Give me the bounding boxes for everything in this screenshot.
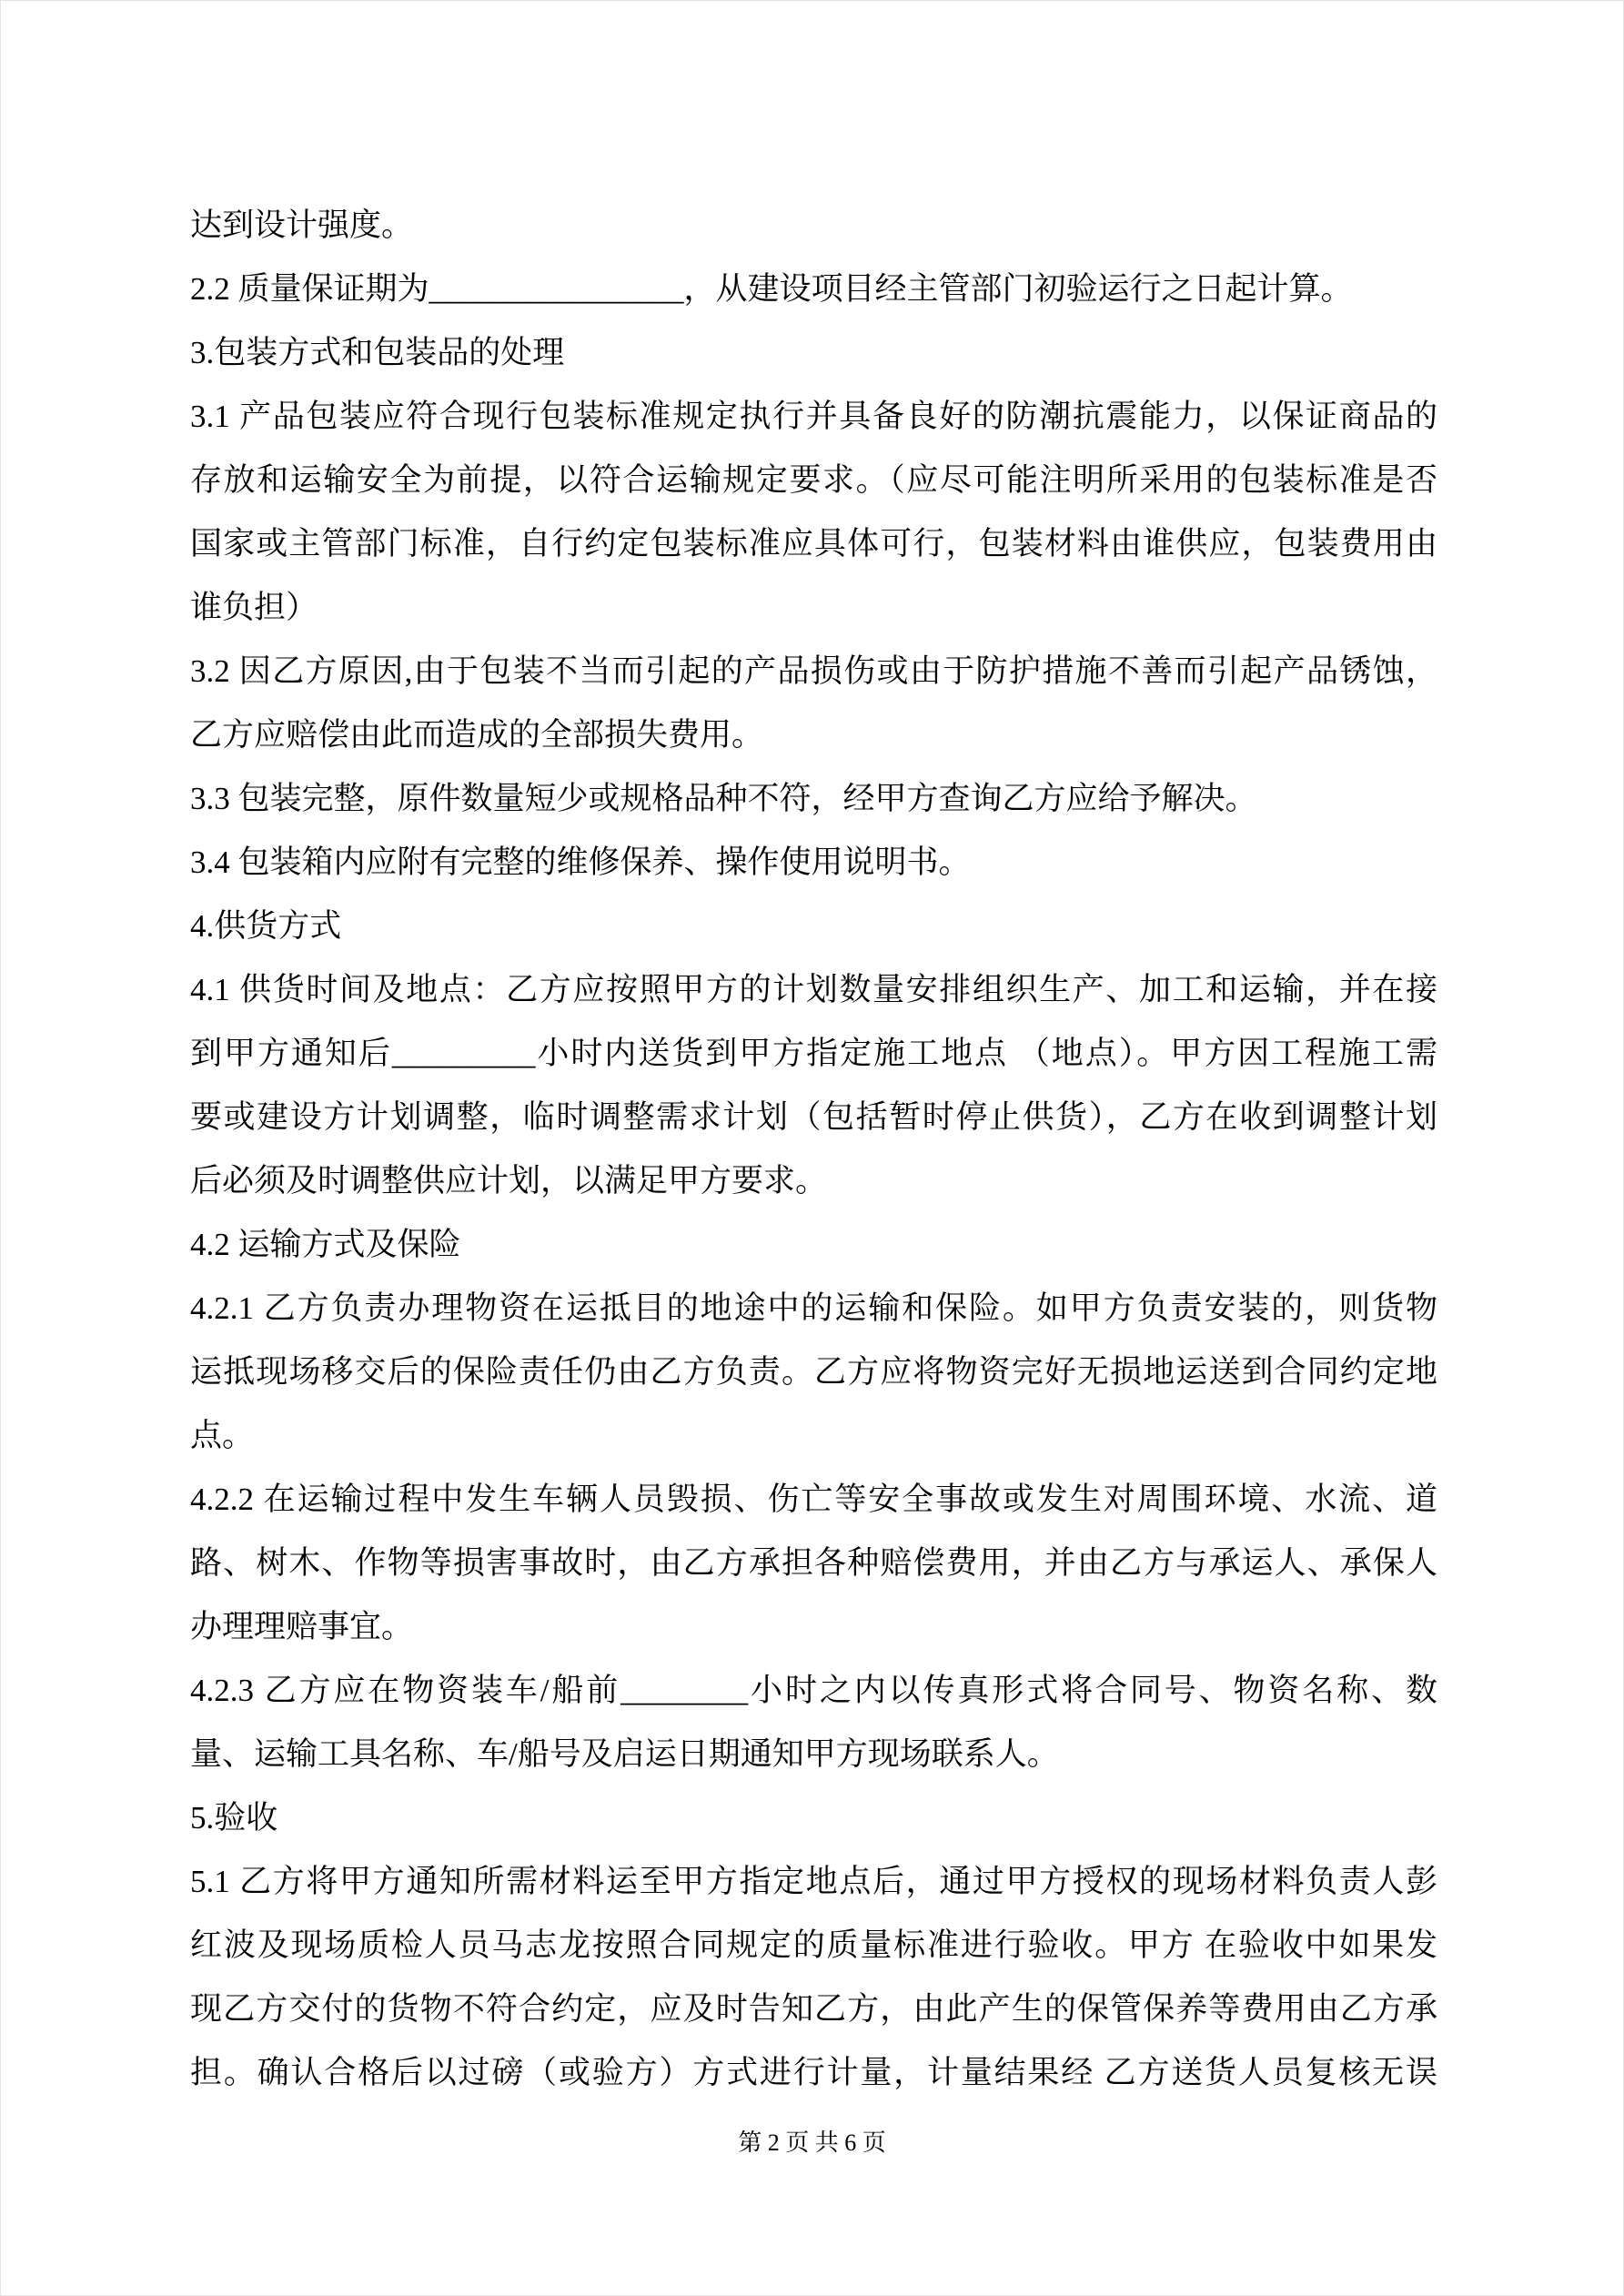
clause-4-2-2-line-3: 办理理赔事宜。: [190, 1609, 414, 1644]
heading-section-5-acceptance: 5.验收: [190, 1800, 278, 1836]
clause-4-1-line-2: 到甲方通知后_________小时内送货到甲方指定施工地点 （地点）。甲方因工程施工需: [190, 1036, 1437, 1071]
heading-clause-4-2-transport: 4.2 运输方式及保险: [190, 1227, 461, 1262]
clause-4-1-line-4: 后必须及时调整供应计划，以满足甲方要求。: [190, 1163, 828, 1199]
clause-4-2-1-line-3: 点。: [190, 1418, 255, 1453]
document-body: [190, 194, 1437, 2105]
clause-4-2-1-line-1: 4.2.1 乙方负责办理物资在运抵目的地途中的运输和保险。如甲方负责安装的，则货物: [190, 1290, 1437, 1326]
clause-4-2-3-line-2: 量、运输工具名称、车/船号及启运日期通知甲方现场联系人。: [190, 1736, 1059, 1772]
clause-3-1-line-3: 国家或主管部门标准，自行约定包装标准应具体可行，包装材料由谁供应，包装费用由: [190, 526, 1437, 561]
clause-4-2-3-line-1: 4.2.3 乙方应在物资装车/船前________小时之内以传真形式将合同号、物资名称、数: [190, 1673, 1437, 1708]
clause-4-2-1-line-2: 运抵现场移交后的保险责任仍由乙方负责。乙方应将物资完好无损地运送到合同约定地: [190, 1354, 1437, 1390]
clause-3-2-line-2: 乙方应赔偿由此而造成的全部损失费用。: [190, 717, 764, 753]
clause-4-2-2-line-2: 路、树木、作物等损害事故时，由乙方承担各种赔偿费用，并由乙方与承运人、承保人: [190, 1545, 1437, 1581]
page-number-footer: 第 2 页 共 6 页: [738, 2129, 886, 2156]
clause-5-1-line-2: 红波及现场质检人员马志龙按照合同规定的质量标准进行验收。甲方 在验收中如果发: [190, 1927, 1437, 1963]
clause-3-3: 3.3 包装完整，原件数量短少或规格品种不符，经甲方查询乙方应给予解决。: [190, 781, 1257, 816]
clause-5-1-line-4: 担。确认合格后以过磅（或验方）方式进行计量，计量结果经 乙方送货人员复核无误: [190, 2055, 1437, 2090]
clause-3-1-line-1: 3.1 产品包装应符合现行包装标准规定执行并具备良好的防潮抗震能力，以保证商品的: [190, 399, 1437, 434]
clause-3-1-line-4: 谁负担）: [190, 590, 318, 625]
clause-5-1-line-3: 现乙方交付的货物不符合约定，应及时告知乙方，由此产生的保管保养等费用由乙方承: [190, 1991, 1437, 2027]
heading-section-3-packaging: 3.包装方式和包装品的处理: [190, 335, 565, 370]
clause-2-2-warranty-period: 2.2 质量保证期为________________，从建设项目经主管部门初验运行之日起计算。: [190, 271, 1353, 307]
clause-3-1-line-2: 存放和运输安全为前提，以符合运输规定要求。（应尽可能注明所采用的包装标准是否: [190, 462, 1437, 498]
clause-3-2-line-1: 3.2 因乙方原因,由于包装不当而引起的产品损伤或由于防护措施不善而引起产品锈蚀，: [190, 653, 1437, 689]
heading-section-4-supply: 4.供货方式: [190, 908, 342, 944]
clause-4-1-line-3: 要或建设方计划调整，临时调整需求计划（包括暂时停止供货），乙方在收到调整计划: [190, 1099, 1437, 1135]
clause-5-1-line-1: 5.1 乙方将甲方通知所需材料运至甲方指定地点后，通过甲方授权的现场材料负责人彭: [190, 1864, 1437, 1899]
paragraph-continuation-line: 达到设计强度。: [190, 207, 414, 243]
clause-4-2-2-line-1: 4.2.2 在运输过程中发生车辆人员毁损、伤亡等安全事故或发生对周围环境、水流、道: [190, 1482, 1437, 1517]
clause-3-4: 3.4 包装箱内应附有完整的维修保养、操作使用说明书。: [190, 845, 971, 880]
clause-4-1-line-1: 4.1 供货时间及地点：乙方应按照甲方的计划数量安排组织生产、加工和运输，并在接: [190, 972, 1437, 1007]
